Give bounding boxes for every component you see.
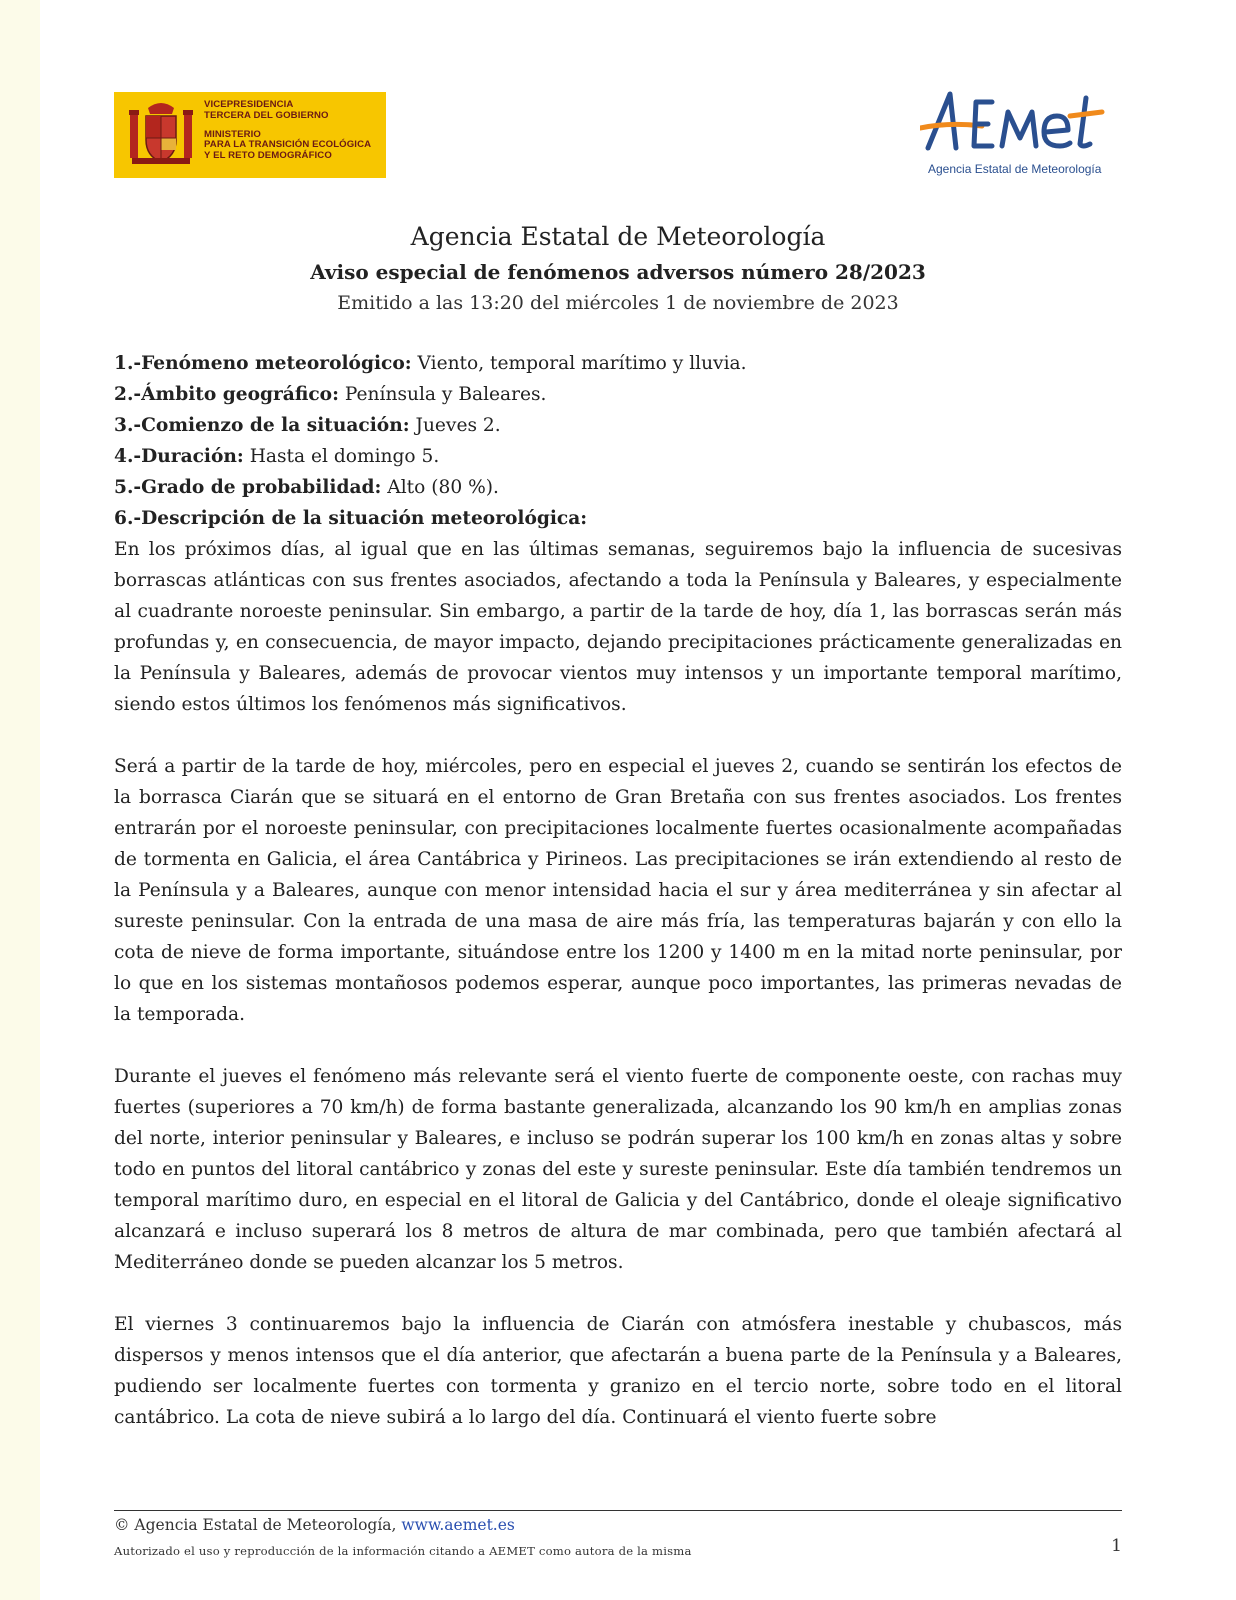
field-label: 4.-Duración: bbox=[114, 446, 244, 467]
field-description bbox=[114, 503, 1122, 534]
field-value: Jueves 2. bbox=[409, 415, 501, 436]
field-value: Península y Baleares. bbox=[338, 384, 547, 405]
page-title: Agencia Estatal de Meteorología bbox=[410, 222, 826, 251]
field-value: Viento, temporal marítimo y lluvia. bbox=[411, 353, 747, 374]
issued-time: Emitido a las 13:20 del miércoles 1 de noviembre de 2023 bbox=[337, 292, 899, 314]
field-label: 6.-Descripción de la situación meteorológica: bbox=[114, 508, 588, 529]
field-label: 1.-Fenómeno meteorológico: bbox=[114, 353, 412, 374]
field-phenomenon bbox=[114, 348, 1122, 379]
description-paragraph: En los próximos días, al igual que en las últimas semanas, seguiremos bajo la influencia de sucesivas borrascas atlánticas con sus frentes asociados, afectando a toda la Península y Baleares, y especialmente al cuadrante noroeste peninsular. Sin embargo, a partir de la tarde de hoy, día 1, las borrascas serán más profundas y, en consecuencia, de mayor impacto, dejando precipitaciones prácticamente generalizadas en la Península y Baleares, además de provocar vientos muy intensos y un importante temporal marítimo, siendo estos últimos los fenómenos más significativos. bbox=[114, 539, 1122, 715]
description-paragraph: El viernes 3 continuaremos bajo la influencia de Ciarán con atmósfera inestable y chubascos, más dispersos y menos intensos que el día anterior, que afectarán a buena parte de la Península y a Baleares, pudiendo ser localmente fuertes con tormenta y granizo en el tercio norte, sobre todo en el litoral cantábrico. La cota de nieve subirá a lo largo del día. Continuará el viento fuerte sobre bbox=[114, 1314, 1122, 1428]
footer-notice: Autorizado el uso y reproducción de la información citando a AEMET como autora de la misma bbox=[114, 1544, 692, 1558]
gov-line: VICEPRESIDENCIA bbox=[204, 99, 294, 110]
footer-copyright bbox=[114, 1516, 515, 1534]
description-paragraph: Será a partir de la tarde de hoy, miércoles, pero en especial el jueves 2, cuando se sentirán los efectos de la borrasca Ciarán que se situará en el entorno de Gran Bretaña con sus frentes asociados. Los frentes entrarán por el noroeste peninsular, con precipitaciones localmente fuertes ocasionalmente acompañadas de tormenta en Galicia, el área Cantábrica y Pirineos. Las precipitaciones se irán extendiendo al resto de la Península y a Baleares, aunque con menor intensidad hacia el sur y área mediterránea y sin afectar al sureste peninsular. Con la entrada de una masa de aire más fría, las temperaturas bajarán y con ello la cota de nieve de forma importante, situándose entre los 1200 y 1400 m en la mitad norte peninsular, por lo que en los sistemas montañosos podemos esperar, aunque poco importantes, las primeras nevadas de la temporada. bbox=[114, 756, 1122, 1025]
aemet-logo-subtitle: Agencia Estatal de Meteorología bbox=[928, 162, 1102, 176]
gov-line: PARA LA TRANSICIÓN ECOLÓGICA bbox=[204, 139, 372, 151]
government-text bbox=[204, 100, 380, 162]
notice-title: Aviso especial de fenómenos adversos número 28/2023 bbox=[310, 260, 926, 284]
aemet-website-link[interactable]: www.aemet.es bbox=[401, 1516, 515, 1534]
field-value: Hasta el domingo 5. bbox=[243, 446, 440, 467]
field-label: 3.-Comienzo de la situación: bbox=[114, 415, 410, 436]
aemet-wordmark-icon bbox=[920, 88, 1130, 160]
government-logo bbox=[114, 92, 386, 178]
field-label: 2.-Ámbito geográfico: bbox=[114, 384, 339, 405]
field-label: 5.-Grado de probabilidad: bbox=[114, 477, 382, 498]
notice-body bbox=[114, 348, 1122, 1433]
footer-divider bbox=[114, 1510, 1122, 1511]
gov-line: TERCERA DEL GOBIERNO bbox=[204, 109, 329, 121]
document-header bbox=[114, 222, 1122, 318]
aemet-logo bbox=[920, 88, 1130, 180]
field-value: Alto (80 %). bbox=[381, 477, 499, 498]
copyright-text: © Agencia Estatal de Meteorología, bbox=[114, 1516, 402, 1534]
gov-line: Y EL RETO DEMOGRÁFICO bbox=[204, 150, 332, 162]
coat-of-arms-icon bbox=[128, 100, 194, 170]
field-probability bbox=[114, 472, 1122, 503]
description-paragraph: Durante el jueves el fenómeno más relevante será el viento fuerte de componente oeste, con rachas muy fuertes (superiores a 70 km/h) de forma bastante generalizada, alcanzando los 90 km/h en amplias zonas del norte, interior peninsular y Baleares, e incluso se podrán superar los 100 km/h en zonas altas y sobre todo en puntos del litoral cantábrico y zonas del este y sureste peninsular. Este día también tendremos un temporal marítimo duro, en especial en el litoral de Galicia y del Cantábrico, donde el oleaje significativo alcanzará e incluso superará los 8 metros de altura de mar combinada, pero que también afectará al Mediterráneo donde se pueden alcanzar los 5 metros. bbox=[114, 1066, 1122, 1273]
field-start bbox=[114, 410, 1122, 441]
field-area bbox=[114, 379, 1122, 410]
page-margin-strip bbox=[0, 0, 40, 1600]
gov-line: MINISTERIO bbox=[204, 128, 261, 140]
field-duration bbox=[114, 441, 1122, 472]
page-number: 1 bbox=[1111, 1536, 1122, 1556]
